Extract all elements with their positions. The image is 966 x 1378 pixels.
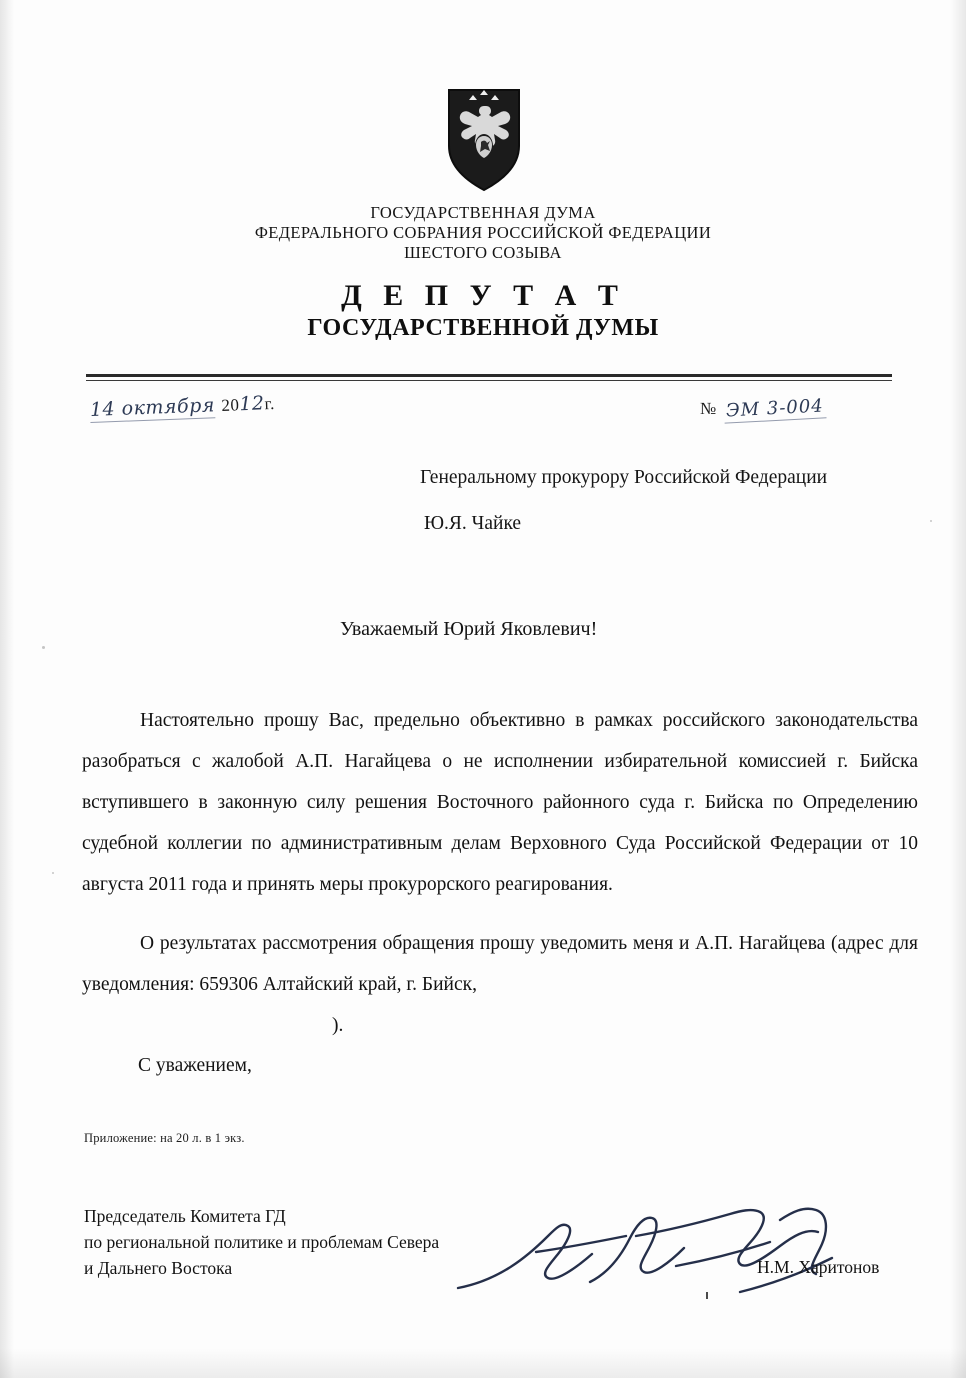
divider-thick-line xyxy=(86,374,892,377)
closing-line: С уважением, xyxy=(138,1055,252,1076)
divider-thin-line xyxy=(86,380,892,381)
body-paragraph-2 xyxy=(82,923,918,1046)
document-number-handwritten: ЭМ 3-004 xyxy=(723,395,826,423)
attachment-note: Приложение: на 20 л. в 1 экз. xyxy=(84,1131,245,1145)
signatory-title-line-1: Председатель Комитета ГД xyxy=(84,1206,286,1226)
scan-speck xyxy=(42,646,45,649)
letterhead-line-3: ШЕСТОГО СОЗЫВА xyxy=(404,243,562,262)
scan-speck xyxy=(930,520,932,522)
letterhead-line-1: ГОСУДАРСТВЕННАЯ ДУМА xyxy=(370,203,596,222)
document-date-year-handwritten: 12 xyxy=(238,392,265,416)
document-date-suffix: г. xyxy=(264,393,276,414)
coat-of-arms-icon xyxy=(443,88,525,192)
letterhead-line-2: ФЕДЕРАЛЬНОГО СОБРАНИЯ РОССИЙСКОЙ ФЕДЕРАЦИИ xyxy=(254,223,712,242)
document-date-year: 20 xyxy=(221,395,240,415)
letterhead xyxy=(0,203,966,342)
body-paragraph-2-text: О результатах рассмотрения обращения прошу уведомить меня и А.П. Нагайцева (адрес для уведомления: 659306 Алтайский край, г. Бийск, xyxy=(82,933,918,995)
signatory-name: Н.М. Харитонов xyxy=(757,1257,880,1277)
salutation: Уважаемый Юрий Яковлевич! xyxy=(340,618,598,640)
handwritten-signature-icon xyxy=(440,1196,860,1306)
signatory-title xyxy=(84,1203,439,1281)
addressee-line-2: Ю.Я. Чайке xyxy=(424,513,522,534)
addressee-block xyxy=(420,455,827,547)
scan-edge-bottom xyxy=(0,1348,966,1378)
scan-speck xyxy=(52,872,54,874)
document-number xyxy=(700,395,826,422)
addressee-line-1: Генеральному прокурору Российской Федерации xyxy=(420,467,828,488)
signatory-title-line-2: по региональной политике и проблемам Севера xyxy=(84,1232,440,1252)
document-number-label: № xyxy=(700,399,718,418)
signatory-title-line-3: и Дальнего Востока xyxy=(84,1258,233,1278)
letterhead-subtitle: ГОСУДАРСТВЕННОЙ ДУМЫ xyxy=(307,315,659,341)
document-date-handwritten: 14 октября xyxy=(89,394,216,421)
letter-body xyxy=(82,700,918,1046)
document-date xyxy=(90,392,276,423)
header-divider xyxy=(86,374,892,381)
body-paragraph-1: Настоятельно прошу Вас, предельно объективно в рамках российского законодательства разобраться с жалобой А.П. Нагайцева о не исполнении избирательной комиссией г. Бийска вступившего в законную силу решения Восточного районного суда г. Бийска по Определению судебной коллегии по административным делам Верховного Суда Российской Федерации от 10 августа 2011 года и принять меры прокурорского реагирования. xyxy=(82,710,918,895)
letterhead-title: Д Е П У Т А Т xyxy=(341,279,625,312)
body-paragraph-2-tail: ). xyxy=(332,1015,344,1036)
scan-artifact-mark xyxy=(706,1292,708,1299)
